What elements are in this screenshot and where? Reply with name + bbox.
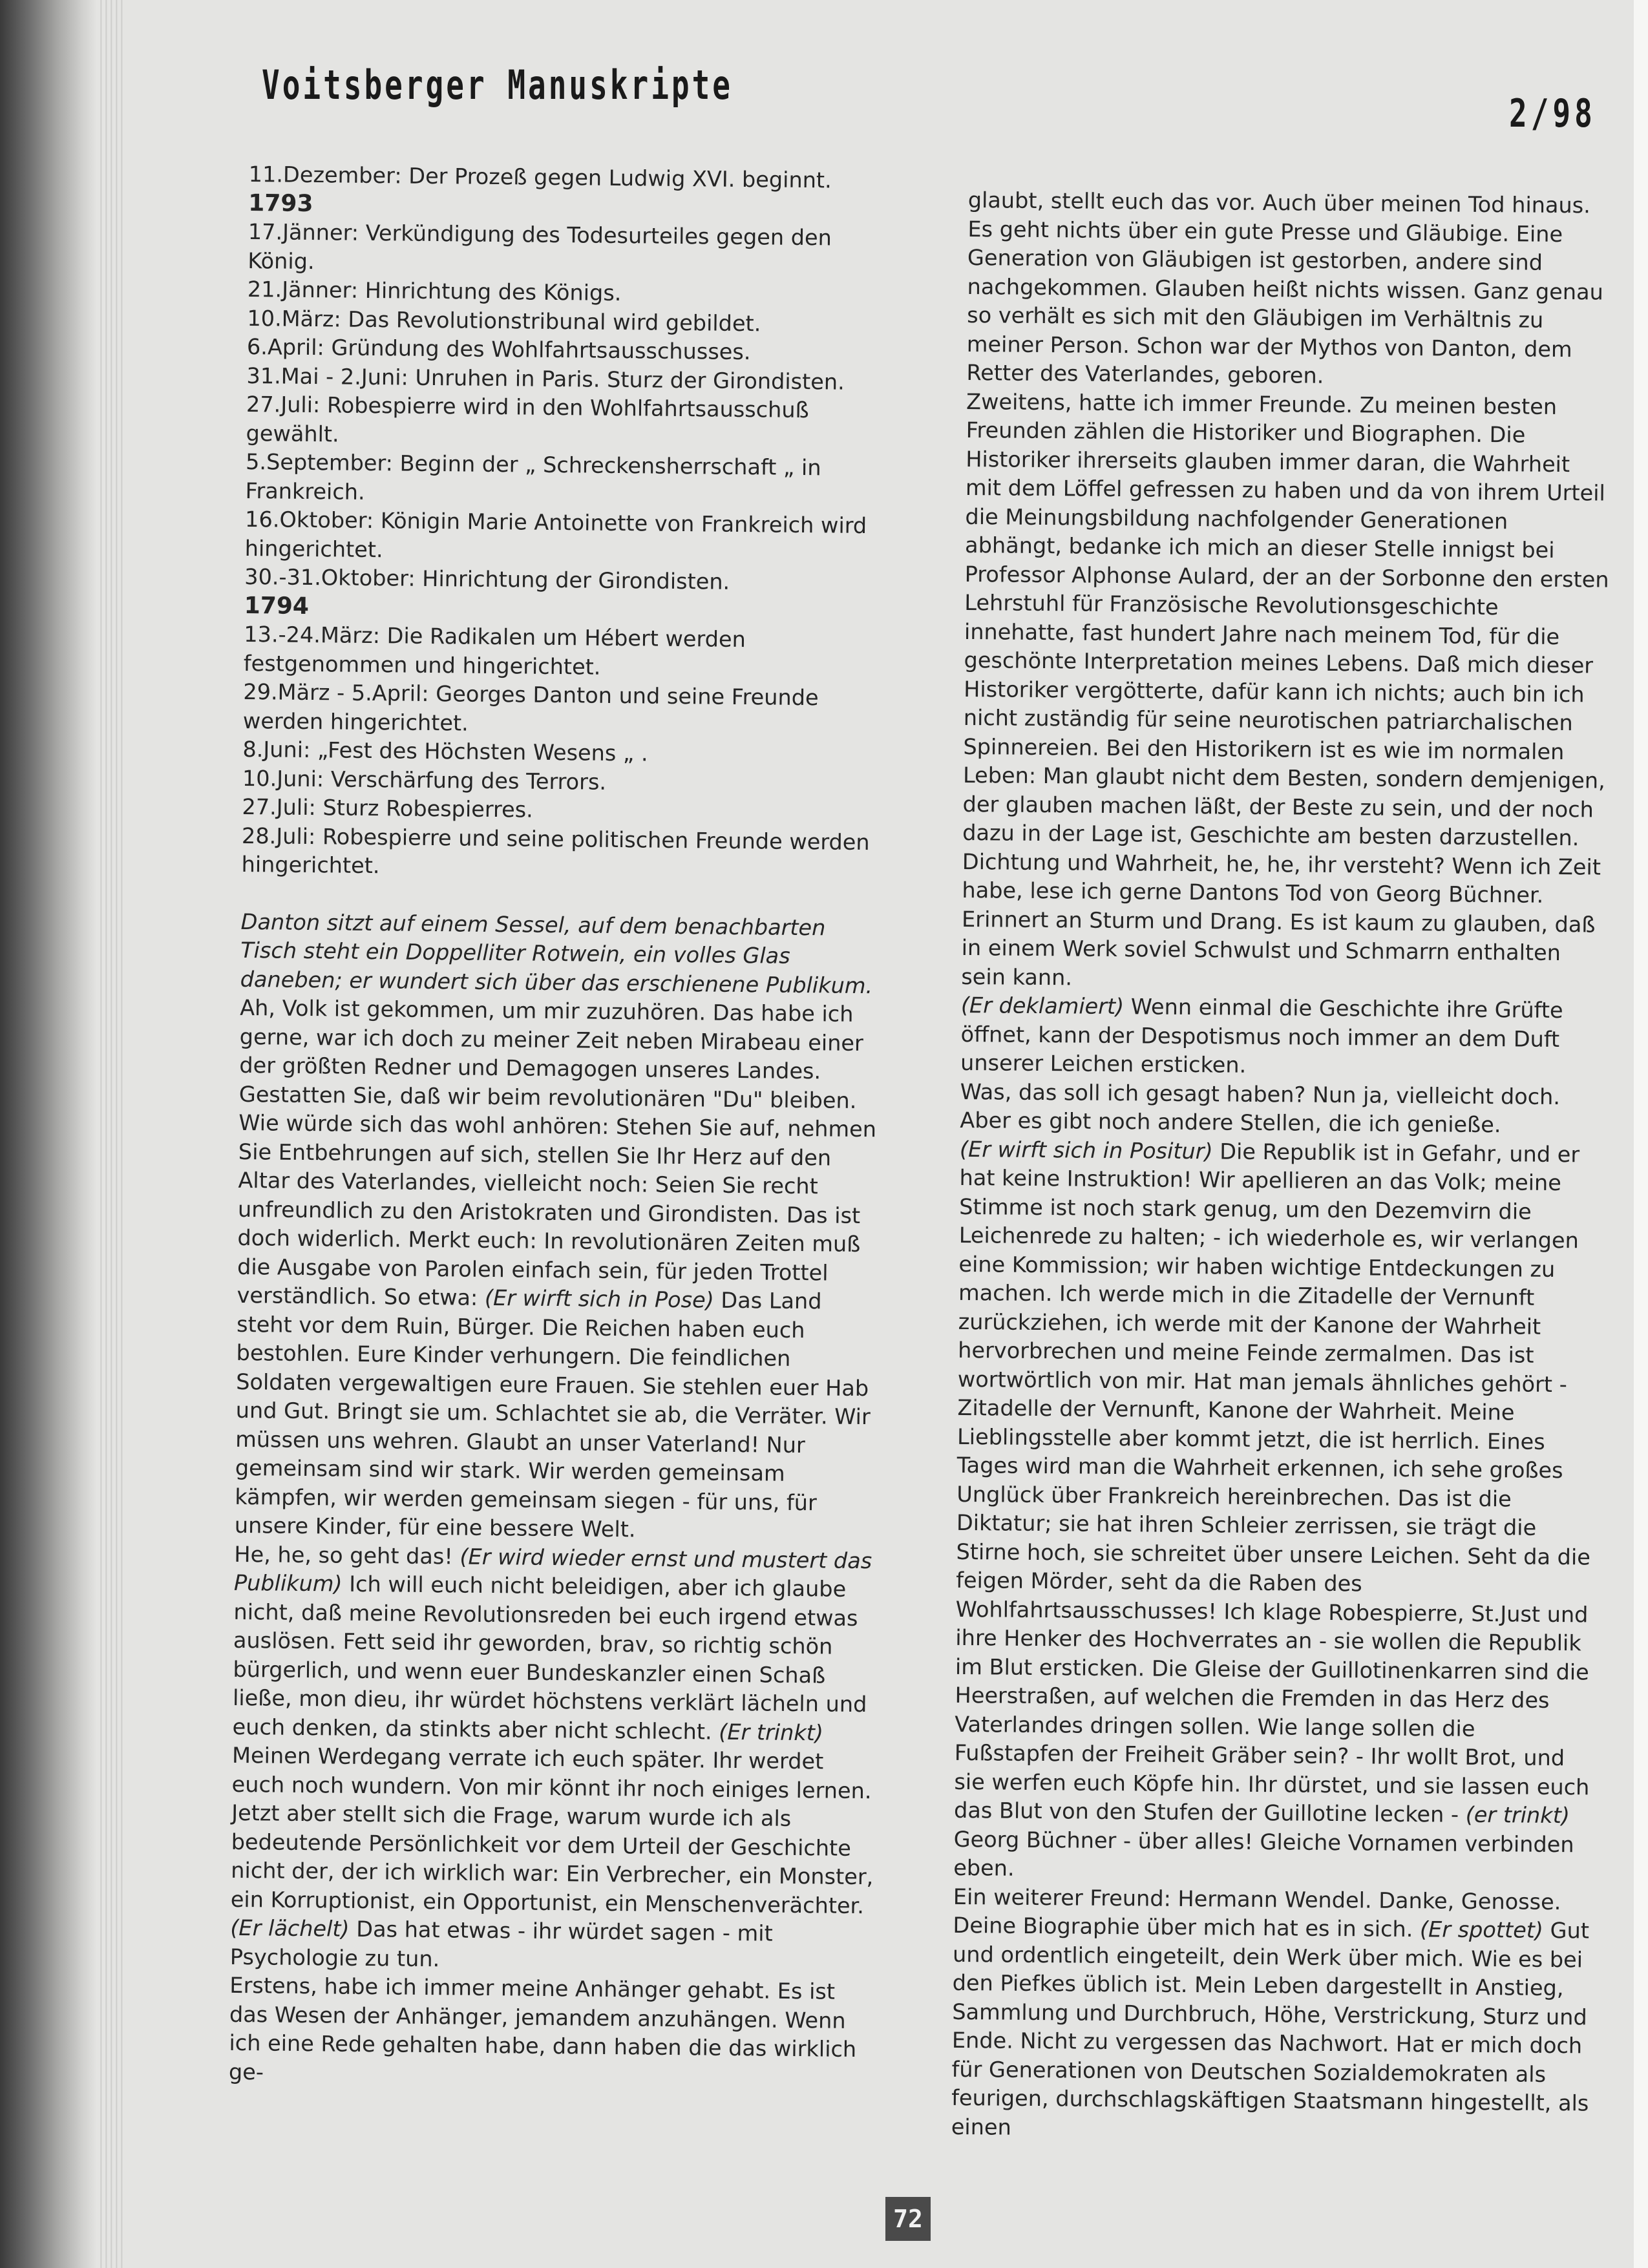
speech-text: Was, das soll ich gesagt haben? Nun ja, vielleicht doch. Aber es gibt noch andere Stellen, die ich genieße.: [960, 1078, 1561, 1138]
chronology: [241, 160, 895, 886]
issue-number: 2/98: [1509, 90, 1596, 136]
speech-text: Das hat etwas - ihr würdet sagen - mit Psychologie zu tun.: [229, 1916, 773, 1971]
chronology-line: 11.Dezember: Der Prozeß gegen Ludwig XVI. beginnt.: [248, 161, 832, 193]
monologue-paragraph: [953, 1135, 1606, 1888]
chronology-line: 10.Juni: Verschärfung des Terrors.: [242, 765, 607, 795]
left-column: [229, 160, 895, 2093]
chronology-line: 8.Juni: „Fest des Höchsten Wesens „ .: [242, 736, 648, 766]
chronology-line: 27.Juli: Sturz Robespierres.: [242, 793, 533, 823]
chronology-line: 30.-31.Oktober: Hinrichtung der Girondisten.: [244, 563, 730, 594]
journal-title: Voitsberger Manuskripte: [262, 61, 733, 109]
chronology-line: 5.September: Beginn der „ Schreckensherrschaft „ in Frankreich.: [245, 448, 821, 505]
stage-direction: (Er wirft sich in Pose): [484, 1285, 714, 1313]
speech-text: Ein weiterer Freund: Hermann Wendel. Danke, Genosse. Deine Biographie über mich hat es in sich.: [953, 1884, 1561, 1942]
speech-text: Ich will euch nicht beleidigen, aber ich glaube nicht, daß meine Revolutionsreden bei euch irgend etwas auslösen. Fett seid ihr geworden, brav, so richtig schön bürgerlich, und wenn euer Bundeskanzler einen Schaß ließe, mon dieu, ihr würdet höchstens verklärt lächeln und euch denken, da stinkts aber nicht schlecht.: [232, 1571, 867, 1745]
right-column: [951, 186, 1614, 2147]
chronology-line: 31.Mai - 2.Juni: Unruhen in Paris. Sturz der Girondisten.: [246, 362, 845, 395]
page-edges: [97, 0, 123, 2268]
chronology-line: 10.März: Das Revolutionstribunal wird gebildet.: [247, 305, 761, 336]
speech-text: Wenn einmal die Geschichte ihre Grüfte öffnet, kann der Despotismus noch immer an dem Duft unserer Leichen ersticken.: [960, 994, 1563, 1078]
stage-direction: (Er wirft sich in Positur): [959, 1136, 1213, 1164]
speech-text: Erstens, habe ich immer meine Anhänger gehabt. Es ist das Wesen der Anhänger, jemandem anzuhängen. Wenn ich eine Rede gehalten habe, dann haben die das wirklich ge-: [228, 1972, 857, 2084]
chronology-line: 17.Jänner: Verkündigung des Todesurteiles gegen den König.: [248, 218, 832, 274]
speech-text: Die Republik ist in Gefahr, und er hat keine Instruktion! Wir apellieren an das Volk; meine Stimme ist noch stark genug, um den Dezemvirn die Leichenrede zu halten; - ich wiederhole es, wir verlangen eine Kommission; wir haben wichtige Entdeckungen zu machen. Ich werde mich in die Zitadelle der Vernunft zurückziehen, ich werde mit der Kanone der Wahrheit hervorbrechen und meine Feinde zermalmen. Das ist wortwörtlich von mir. Hat man jemals ähnliches gehört - Zitadelle der Vernunft, Kanone der Wahrheit. Meine Lieblingsstelle aber kommt jetzt, die ist herrlich. Eines Tages wird man die Wahrheit erkennen, ich sehe großes Unglück über Frankreich hereinbrechen. Das ist die Diktatur; sie hat ihren Schleier zerrissen, sie trägt die Stirne hoch, sie schreitet über unsere Leichen. Seht da die feigen Mörder, seht da die Raben des Wohlfahrtsausschusses! Ich klage Robespierre, St.Just und ihre Henker des Hochverrates an - sie wollen die Republik im Blut ersticken. Die Gleise der Guillotinenkarren sind die Heerstraßen, auf welchen die Fremden in das Herz des Vaterlandes dringen sollen. Wie lange sollen die Fußstapfen der Freiheit Gräber sein? - Ihr wollt Brot, und sie werfen euch Köpfe hin. Ihr dürstet, und sie lassen euch das Blut von den Stufen der Guillotine lecken -: [953, 1138, 1591, 1827]
chronology-line: 13.-24.März: Die Radikalen um Hébert werden festgenommen und hingerichtet.: [243, 621, 746, 680]
chronology-line: 27.Juli: Robespierre wird in den Wohlfahrtsausschuß gewählt.: [246, 391, 809, 446]
chronology-line: 21.Jänner: Hinrichtung des Königs.: [247, 276, 622, 306]
speech-text: Zweitens, hatte ich immer Freunde. Zu meinen besten Freunden zählen die Historiker und Biographen. Die Historiker ihrerseits glauben immer daran, die Wahrheit mit dem Löffel gefressen zu haben und da von ihrem Urteil die Meinungsbildung nachfolgender Generationen abhängt, bedanke ich mich an dieser Stelle innigst bei Professor Alphonse Aulard, der an der Sorbonne den ersten Lehrstuhl für Französische Revolutionsgeschichte innehatte, fast hundert Jahre nach meinem Tod, für die geschönte Interpretation meines Lebens. Daß mich dieser Historiker vergötterte, dafür kann ich nichts; auch bin ich nicht zuständig für seine neurotischen patriarchalischen Spinnereien. Bei den Historikern ist es wie im normalen Leben: Man glaubt nicht dem Besten, sondern demjenigen, der glauben machen läßt, der Beste zu sein, und der noch dazu in der Lage ist, Geschichte am besten darzustellen. Dichtung und Wahrheit, he, he, ihr versteht? Wenn ich Zeit habe, lese ich gerne Dantons Tod von Georg Büchner. Erinnert an Sturm und Drang. Es ist kaum zu glauben, daß in einem Werk soviel Schwulst und Schmarrn enthalten sein kann.: [961, 388, 1609, 990]
speech-text: He, he, so geht das!: [234, 1541, 460, 1570]
speech-text: Gut und ordentlich eingeteilt, dein Werk über mich. Wie es bei den Piefkes üblich ist. Mein Leben dargestellt in Anstieg, Sammlung und Durchbruch, Höhe, Verstrickung, Sturz und Ende. Nicht zu vergessen das Nachwort. Hat er mich doch für Generationen von Deutschen Sozialdemokraten als feurigen, durchschlagskäftigen Staatsmann hingestellt, als einen: [951, 1917, 1590, 2140]
book-binding-shadow: [0, 0, 97, 2268]
monologue-paragraph: [231, 1741, 879, 1920]
stage-direction: (er trinkt): [1465, 1801, 1570, 1829]
stage-direction: (Er deklamiert): [960, 992, 1125, 1020]
stage-direction: (Er spottet): [1419, 1916, 1544, 1943]
monologue-paragraph: [230, 1914, 877, 1978]
monologue-paragraph: [966, 186, 1614, 393]
chronology-line: 28.Juli: Robespierre und seine politischen Freunde werden hingerichtet.: [241, 823, 870, 879]
monologue-paragraph: [232, 1540, 880, 1748]
monologue-paragraph: [951, 1882, 1600, 2147]
monologue-paragraph: [235, 994, 887, 1547]
speech-text: Das Land steht vor dem Ruin, Bürger. Die Reichen haben euch bestohlen. Eure Kinder verhungern. Die feindlichen Soldaten vergewaltigen eure Frauen. Sie stehlen euer Hab und Gut. Bringt sie um. Schlachtet sie ab, die Verräter. Wir müssen uns wehren. Glaubt an unser Vaterland! Nur gemeinsam sind wir stark. Wir werden gemeinsam kämpfen, wir werden gemeinsam siegen - für uns, für unsere Kinder, für eine bessere Welt.: [234, 1287, 871, 1542]
stage-direction: Danton sitzt auf einem Sessel, auf dem benachbarten Tisch steht ein Doppelliter Rotwein, ein volles Glas daneben; er wundert sich über das erschienene Publikum.: [240, 908, 873, 998]
speech-text: glaubt, stellt euch das vor. Auch über meinen Tod hinaus. Es geht nichts über ein gute Presse und Gläubige. Eine Generation von Gläubigen ist gestorben, andere sind nachgekommen. Glauben heißt nichts wissen. Ganz genau so verhält es sich mit den Gläubigen im Verhältnis zu meiner Person. Schon war der Mythos von Danton, dem Retter des Vaterlandes, geboren.: [966, 187, 1603, 388]
chronology-line: 16.Oktober: Königin Marie Antoinette von Frankreich wird hingerichtet.: [244, 506, 867, 562]
page-number: 72: [885, 2197, 931, 2241]
chronology-line: 29.März - 5.April: Georges Danton und seine Freunde werden hingerichtet.: [242, 678, 819, 736]
scan-margin: [1634, 0, 1648, 2268]
stage-direction: (Er trinkt): [719, 1719, 824, 1745]
monologue-paragraph: [961, 387, 1612, 996]
speech-text: Georg Büchner - über alles! Gleiche Vornamen verbinden eben.: [953, 1826, 1574, 1881]
chronology-year: 1794: [244, 592, 310, 620]
chronology-line: 6.April: Gründung des Wohlfahrtsausschusses.: [246, 333, 751, 365]
stage-direction: (Er lächelt): [230, 1915, 350, 1942]
monologue-paragraph: [229, 1971, 876, 2093]
stage-direction: (Er wird wieder ernst und mustert das Publikum): [233, 1544, 872, 1597]
speech-text: Meinen Werdegang verrate ich euch später. Ihr werdet euch noch wundern. Von mir könnt ihr noch einiges lernen. Jetzt aber stellt sich die Frage, warum wurde ich als bedeutende Persönlichkeit vor dem Urteil der Geschichte nicht der, der ich wirklich war: Ein Verbrecher, ein Monster, ein Korruptionist, ein Opportunist, ein Menschenverächter.: [230, 1742, 874, 1918]
speech-text: Ah, Volk ist gekommen, um mir zuzuhören. Das habe ich gerne, war ich doch zu meiner Zeit neben Mirabeau einer der größten Redner und Demagogen unseres Landes. Gestatten Sie, daß wir beim revolutionären "Du" bleiben. Wie würde sich das wohl anhören: Stehen Sie auf, nehmen Sie Entbehrungen auf sich, stellen Sie Ihr Herz auf den Altar des Vaterlandes, vielleicht noch: Seien Sie recht unfreundlich zu den Aristokraten und Girondisten. Das ist doch widerlich. Merkt euch: In revolutionären Zeiten muß die Ausgabe von Parolen einfach sein, für jeden Trottel verständlich. So etwa:: [237, 994, 877, 1310]
monologue-paragraph: [960, 991, 1607, 1083]
chronology-year: 1793: [248, 189, 313, 217]
monologue-paragraph: [960, 1077, 1607, 1140]
